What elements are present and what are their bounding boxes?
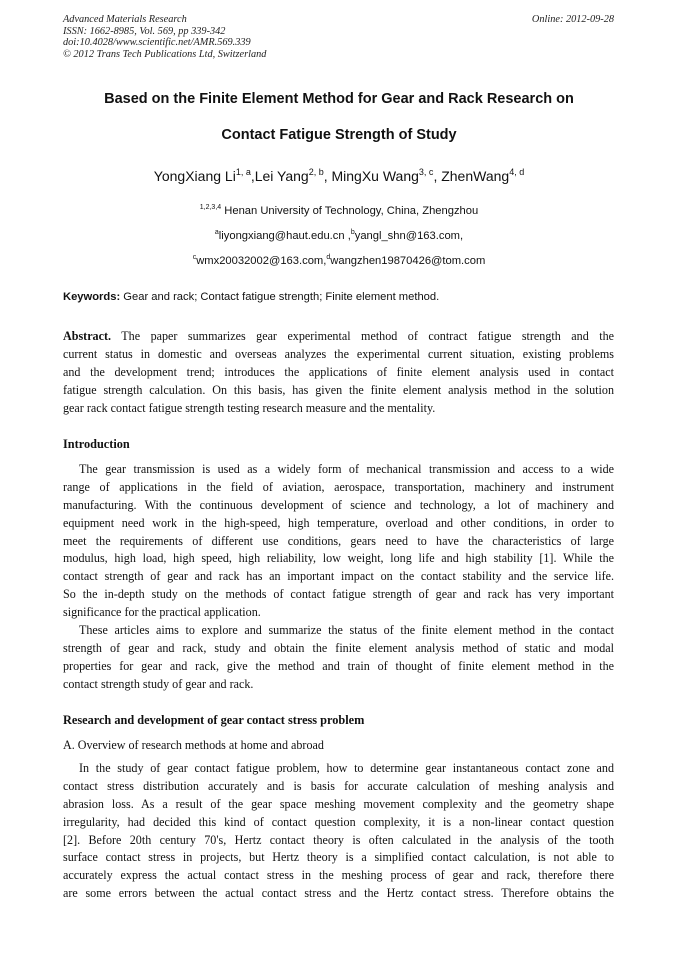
email-sup: a bbox=[214, 229, 219, 236]
abstract-line bbox=[63, 328, 614, 346]
abstract bbox=[63, 328, 614, 417]
introduction-paragraph-1 bbox=[63, 461, 614, 694]
keywords bbox=[63, 291, 439, 303]
author-name: Lei Yang bbox=[254, 168, 309, 184]
affiliation-sup: 1,2,3,4 bbox=[199, 204, 222, 211]
email-link[interactable]: liyongxiang@haut.edu.cn , bbox=[218, 230, 351, 242]
body-line: strength of gear and rack, study and obtain the finite element analysis method of static and modal bbox=[63, 640, 614, 655]
author-sup: 1, a bbox=[235, 167, 251, 177]
research-subheading: A. Overview of research methods at home and abroad bbox=[63, 738, 324, 752]
body-line: surface contact stress in projects, but Hertz theory is a simplified contact calculation, is not able to bbox=[63, 850, 614, 865]
abstract-line: fatigue strength calculation. On this basis, has given the finite element analysis method in the solution bbox=[63, 382, 614, 397]
journal-name: Advanced Materials Research bbox=[63, 14, 187, 25]
body-line: The gear transmission is used as a widely form of mechanical transmission and access to a wide bbox=[79, 462, 614, 476]
body-line: accurately express the actual contact stress in the meshing process of gear and rack, therefore there bbox=[63, 868, 614, 883]
body-line: are some errors between the actual contact stress and the Hertz contact stress. Therefore obtains the bbox=[63, 886, 614, 901]
email-link[interactable]: yangl_shn@163.com, bbox=[354, 230, 464, 242]
copyright-line: © 2012 Trans Tech Publications Ltd, Switzerland bbox=[63, 48, 267, 60]
body-line: These articles aims to explore and summarize the status of the finite element method in the contact bbox=[79, 623, 614, 638]
paper-title-line-1: Based on the Finite Element Method for Gear and Rack Research on bbox=[104, 91, 574, 107]
research-heading: Research and development of gear contact stress problem bbox=[63, 713, 365, 727]
doi-line: doi:10.4028/www.scientific.net/AMR.569.339 bbox=[63, 37, 251, 49]
email-line-1 bbox=[40, 229, 638, 242]
affiliation bbox=[40, 204, 638, 217]
author-name: MingXu Wang bbox=[331, 168, 419, 184]
body-line: manufacturing. With the continuous development of science and technology, a lot of machinery and bbox=[63, 497, 614, 512]
author-sup: 4, d bbox=[509, 167, 525, 177]
body-line: modulus, high load, high speed, high reliability, low weight, long life and high stability [1]. While the bbox=[63, 551, 614, 566]
author-name: ZhenWang bbox=[441, 168, 510, 184]
body-line: range of applications in the field of aviation, aerospace, transportation, machinery and instrument bbox=[63, 479, 614, 494]
email-link[interactable]: wmx20032002@163.com, bbox=[196, 255, 327, 267]
author-sup: 3, c bbox=[418, 167, 434, 177]
body-line: contact strength of gear and rack has an important impact on the contact stability and the service life. bbox=[63, 569, 614, 584]
body-line: irregularity, had decided this kind of contact question complexity, it is a non-linear contact question bbox=[63, 814, 614, 829]
body-line: contact stress distribution accurately and is basis for accurate calculation of meshing analysis and bbox=[63, 778, 614, 793]
abstract-text: The paper summarizes gear experimental method of contract fatigue strength and the bbox=[111, 329, 614, 343]
email-line-2 bbox=[40, 254, 638, 267]
abstract-label: Abstract. bbox=[63, 329, 112, 343]
abstract-line: and the development trend; introduces the applications of finite element analysis used in contact bbox=[63, 364, 614, 379]
body-line: abrasion loss. As a result of the gear space meshing movement complexity and the geometry shape bbox=[63, 796, 614, 811]
issn-line: ISSN: 1662-8985, Vol. 569, pp 339-342 bbox=[63, 25, 226, 37]
paper-title-line-2: Contact Fatigue Strength of Study bbox=[221, 127, 457, 143]
body-line: So the in-depth study on the methods of contact fatigue strength of gear and rack has very important bbox=[63, 587, 614, 602]
author-separator: , bbox=[323, 168, 332, 184]
body-line: significance for the practical application. bbox=[63, 605, 261, 620]
keywords-label: Keywords: bbox=[63, 291, 121, 303]
email-sup: b bbox=[350, 229, 355, 236]
author-separator: , bbox=[250, 168, 255, 184]
affiliation-text: Henan University of Technology, China, Zhengzhou bbox=[221, 205, 479, 217]
body-line: [2]. Before 20th century 70's, Hertz contact theory is often calculated in the analysis of the tooth bbox=[63, 832, 614, 847]
author-list bbox=[40, 167, 638, 184]
body-line: In the study of gear contact fatigue problem, how to determine gear instantaneous contact zone and bbox=[79, 761, 614, 775]
abstract-line: gear rack contact fatigue strength testing research measure and the mentality. bbox=[63, 400, 436, 415]
author-separator: , bbox=[433, 168, 442, 184]
abstract-line: current status in domestic and overseas analyzes the experimental current situation, existing problems bbox=[63, 346, 614, 361]
email-sup: c bbox=[192, 254, 197, 261]
body-line: meet the requirements of different use conditions, gears need to have the characteristics of large bbox=[63, 533, 614, 548]
introduction-heading: Introduction bbox=[63, 437, 130, 451]
body-line: equipment need work in the high-speed, high temperature, overload and other conditions, in order to bbox=[63, 515, 614, 530]
online-date: Online: 2012-09-28 bbox=[531, 14, 614, 25]
body-line: properties for gear and rack, give the method and train of thought of finite element method in the bbox=[63, 658, 614, 673]
author-sup: 2, b bbox=[308, 167, 324, 177]
keywords-text: Gear and rack; Contact fatigue strength; Finite element method. bbox=[120, 291, 440, 303]
email-sup: d bbox=[326, 254, 331, 261]
author-name: YongXiang Li bbox=[153, 168, 236, 184]
email-link[interactable]: wangzhen19870426@tom.com bbox=[330, 255, 486, 267]
body-line: contact strength study of gear and rack. bbox=[63, 676, 254, 691]
journal-header bbox=[63, 14, 266, 60]
research-paragraph-1 bbox=[63, 760, 614, 903]
